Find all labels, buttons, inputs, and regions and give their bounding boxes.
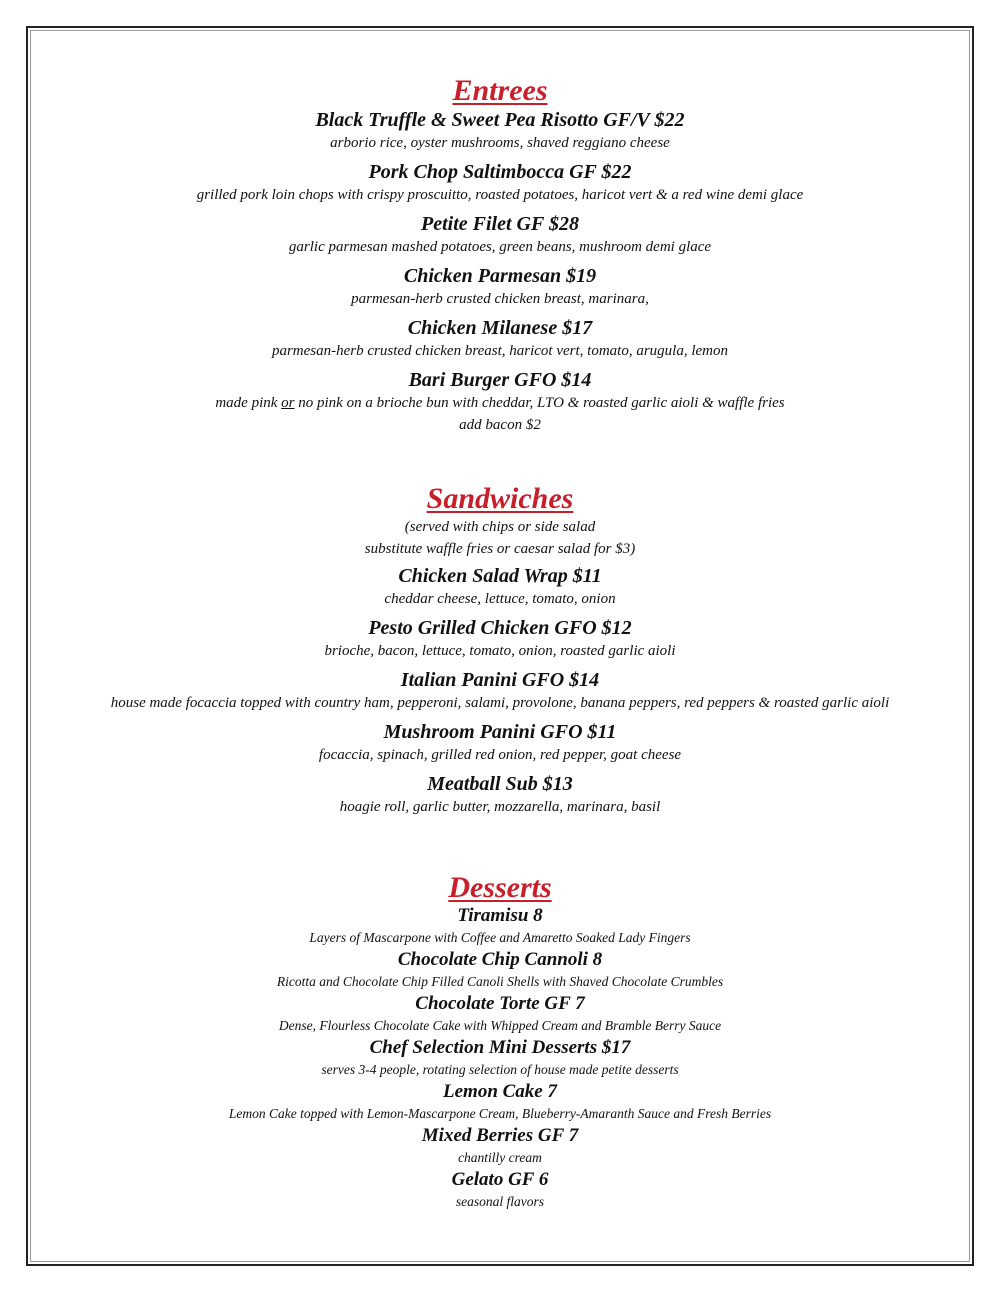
menu-item-title: Chicken Salad Wrap $11 <box>398 565 602 587</box>
menu-item-title: Pork Chop Saltimbocca GF $22 <box>368 161 632 183</box>
menu-item-description: serves 3-4 people, rotating selection of house made petite desserts <box>321 1062 679 1077</box>
menu-item <box>30 368 970 436</box>
menu-item <box>30 905 970 949</box>
menu-item-description: Ricotta and Chocolate Chip Filled Canoli Shells with Shaved Chocolate Crumbles <box>276 974 724 989</box>
menu-item-title: Chicken Parmesan $19 <box>403 265 597 287</box>
menu-item <box>30 1081 970 1125</box>
menu-item-title: Meatball Sub $13 <box>427 773 573 795</box>
menu-item-description: hoagie roll, garlic butter, mozzarella, marinara, basil <box>339 799 661 815</box>
menu-item <box>30 160 970 206</box>
menu-item <box>30 772 970 818</box>
menu-item-description: chantilly cream <box>458 1150 542 1165</box>
menu-item-description: grilled pork loin chops with crispy proscuitto, roasted potatoes, haricot vert & a red wine demi glace <box>196 187 804 203</box>
menu-item <box>30 1037 970 1081</box>
menu-item <box>30 1169 970 1213</box>
menu-item-title: Chocolate Chip Cannoli 8 <box>397 949 603 970</box>
menu-item-description: focaccia, spinach, grilled red onion, red pepper, goat cheese <box>318 747 682 763</box>
menu-item <box>30 720 970 766</box>
menu-item-title: Italian Panini GFO $14 <box>400 669 600 691</box>
menu-item <box>30 949 970 993</box>
menu-item <box>30 1125 970 1169</box>
menu-item-description: Lemon Cake topped with Lemon-Mascarpone Cream, Blueberry-Amaranth Sauce and Fresh Berries <box>228 1106 772 1121</box>
menu-item-title: Gelato GF 6 <box>451 1169 549 1190</box>
menu-item-title: Bari Burger GFO $14 <box>408 369 592 391</box>
description-text: made pink <box>215 395 282 411</box>
menu-item-description: parmesan-herb crusted chicken breast, marinara, <box>351 291 649 307</box>
sandwiches-section <box>30 482 970 824</box>
menu-item-title: Mushroom Panini GFO $11 <box>383 721 617 743</box>
section-heading: Sandwiches <box>426 482 574 515</box>
menu-item <box>30 668 970 714</box>
menu-item-title: Petite Filet GF $28 <box>421 213 579 235</box>
menu-item-addon: add bacon $2 <box>459 417 541 433</box>
menu-item-title: Black Truffle & Sweet Pea Risotto GF/V $22 <box>315 109 685 131</box>
menu-item <box>30 993 970 1037</box>
menu-item-title: Tiramisu 8 <box>457 905 543 926</box>
menu-item-description: brioche, bacon, lettuce, tomato, onion, roasted garlic aioli <box>324 643 676 659</box>
menu-item <box>30 564 970 610</box>
menu-item-title: Chicken Milanese $17 <box>407 317 593 339</box>
menu-item-description: seasonal flavors <box>455 1194 545 1209</box>
menu-item-description: arborio rice, oyster mushrooms, shaved reggiano cheese <box>330 135 670 151</box>
menu-item-description: Layers of Mascarpone with Coffee and Amaretto Soaked Lady Fingers <box>309 930 691 945</box>
menu-item-description: cheddar cheese, lettuce, tomato, onion <box>384 591 616 607</box>
section-note: substitute waffle fries or caesar salad for $3) <box>364 541 636 557</box>
menu-item-description: house made focaccia topped with country ham, pepperoni, salami, provolone, banana peppers, red peppers & roasted garlic aioli <box>110 695 890 711</box>
menu-item-title: Mixed Berries GF 7 <box>421 1125 579 1146</box>
menu-item <box>30 264 970 310</box>
menu-item-description: garlic parmesan mashed potatoes, green beans, mushroom demi glace <box>288 239 712 255</box>
desserts-section <box>30 871 970 1213</box>
section-heading: Entrees <box>452 74 548 107</box>
menu-item-description <box>30 392 970 414</box>
menu-item <box>30 108 970 154</box>
description-underlined-text: or <box>281 395 295 411</box>
description-text: no pink on a brioche bun with cheddar, LTO & roasted garlic aioli & waffle fries <box>294 395 785 411</box>
menu-item-description: Dense, Flourless Chocolate Cake with Whipped Cream and Bramble Berry Sauce <box>278 1018 722 1033</box>
section-heading: Desserts <box>448 871 552 904</box>
menu-item <box>30 212 970 258</box>
menu-item <box>30 616 970 662</box>
menu-item-title: Chef Selection Mini Desserts $17 <box>369 1037 631 1058</box>
menu-item-description: parmesan-herb crusted chicken breast, haricot vert, tomato, arugula, lemon <box>271 343 729 359</box>
menu-item-title: Chocolate Torte GF 7 <box>415 993 585 1014</box>
section-note: (served with chips or side salad <box>404 519 596 535</box>
menu-item-title: Pesto Grilled Chicken GFO $12 <box>368 617 632 639</box>
menu-item-title: Lemon Cake 7 <box>443 1081 557 1102</box>
menu-item <box>30 316 970 362</box>
entrees-section <box>30 74 970 442</box>
